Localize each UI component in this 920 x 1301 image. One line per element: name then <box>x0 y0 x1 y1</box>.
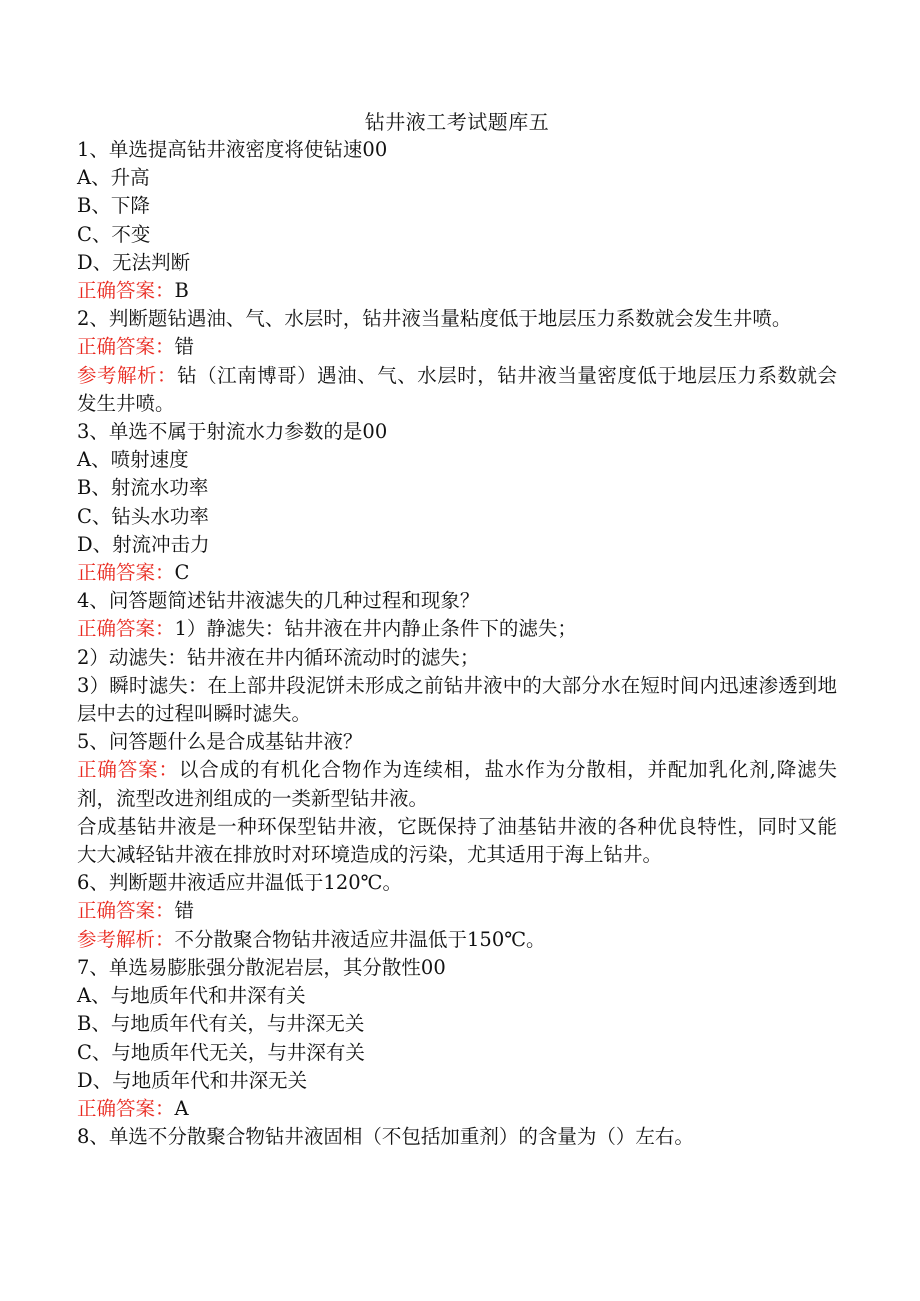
question-2-analysis <box>77 362 837 418</box>
question-1-option-b: B、下降 <box>77 194 150 218</box>
question-6-analysis <box>77 926 837 954</box>
question-1-option-c: C、不变 <box>77 222 151 246</box>
document-title: 钻井液工考试题库五 <box>364 110 550 134</box>
answer-label: 正确答案： <box>77 335 175 359</box>
question-5-stem: 5、问答题什么是合成基钻井液？ <box>77 730 363 754</box>
answer-value: 以合成的有机化合物作为连续相，盐水作为分散相，并配加乳化剂,降滤失剂，流型改进剂组成的一类新型钻井液。 <box>77 758 837 810</box>
answer-value: 错 <box>174 335 195 359</box>
question-3-option-c: C、钻头水功率 <box>77 504 209 528</box>
answer-label: 正确答案： <box>77 617 175 641</box>
question-3-option-b: B、射流水功率 <box>77 476 209 500</box>
question-1-option-a: A、升高 <box>77 166 150 190</box>
question-5-answer <box>77 756 837 812</box>
question-8-stem: 8、单选不分散聚合物钻井液固相（不包括加重剂）的含量为（）左右。 <box>77 1125 694 1149</box>
answer-label: 正确答案： <box>77 899 175 923</box>
answer-value: 错 <box>174 899 195 923</box>
answer-value: B <box>174 279 189 303</box>
question-1-answer <box>77 277 837 305</box>
analysis-label: 参考解析： <box>77 363 178 387</box>
question-7-option-b: B、与地质年代有关，与井深无关 <box>77 1012 365 1036</box>
question-2-answer <box>77 333 837 361</box>
question-3-option-a: A、喷射速度 <box>77 448 189 472</box>
answer-value: 1）静滤失：钻井液在井内静止条件下的滤失； <box>174 617 577 641</box>
question-4-answer <box>77 615 837 643</box>
answer-label: 正确答案： <box>77 758 179 782</box>
answer-value: C <box>174 561 190 585</box>
question-3-stem: 3、单选不属于射流水力参数的是00 <box>77 420 388 444</box>
question-4-stem: 4、问答题简述钻井液滤失的几种过程和现象？ <box>77 589 480 613</box>
answer-label: 正确答案： <box>77 279 175 303</box>
question-7-option-a: A、与地质年代和井深有关 <box>77 984 306 1008</box>
question-4-answer-line-2: 2）动滤失：钻井液在井内循环流动时的滤失； <box>77 645 480 669</box>
answer-label: 正确答案： <box>77 561 175 585</box>
question-5-answer-line-2: 合成基钻井液是一种环保型钻井液，它既保持了油基钻井液的各种优良特性，同时又能大大减轻钻井液在排放时对环境造成的污染，尤其适用于海上钻井。 <box>77 814 837 867</box>
question-1-stem: 1、单选提高钻井液密度将使钻速00 <box>77 138 388 161</box>
question-3-option-d: D、射流冲击力 <box>77 532 210 556</box>
document-page <box>77 108 837 1151</box>
question-6-answer <box>77 897 837 925</box>
question-7-option-d: D、与地质年代和井深无关 <box>77 1068 308 1092</box>
answer-value: A <box>174 1096 189 1120</box>
question-3-answer <box>77 559 837 587</box>
question-7-answer <box>77 1095 837 1123</box>
question-7-option-c: C、与地质年代无关，与井深有关 <box>77 1040 365 1064</box>
analysis-text: 钻（江南博哥）遇油、气、水层时，钻井液当量密度低于地层压力系数就会发生井喷。 <box>77 363 837 415</box>
answer-label: 正确答案： <box>77 1096 175 1120</box>
question-7-stem: 7、单选易膨胀强分散泥岩层，其分散性00 <box>77 955 446 979</box>
question-6-stem: 6、判断题井液适应井温低于120℃。 <box>77 871 402 895</box>
question-1-option-d: D、无法判断 <box>77 250 191 274</box>
question-2-stem: 2、判断题钻遇油、气、水层时，钻井液当量粘度低于地层压力系数就会发生井喷。 <box>77 307 792 331</box>
analysis-label: 参考解析： <box>77 927 175 951</box>
analysis-text: 不分散聚合物钻井液适应井温低于150℃。 <box>174 927 546 951</box>
question-4-answer-line-3: 3）瞬时滤失：在上部井段泥饼未形成之前钻井液中的大部分水在短时间内迅速渗透到地层中去的过程叫瞬时滤失。 <box>77 673 837 726</box>
